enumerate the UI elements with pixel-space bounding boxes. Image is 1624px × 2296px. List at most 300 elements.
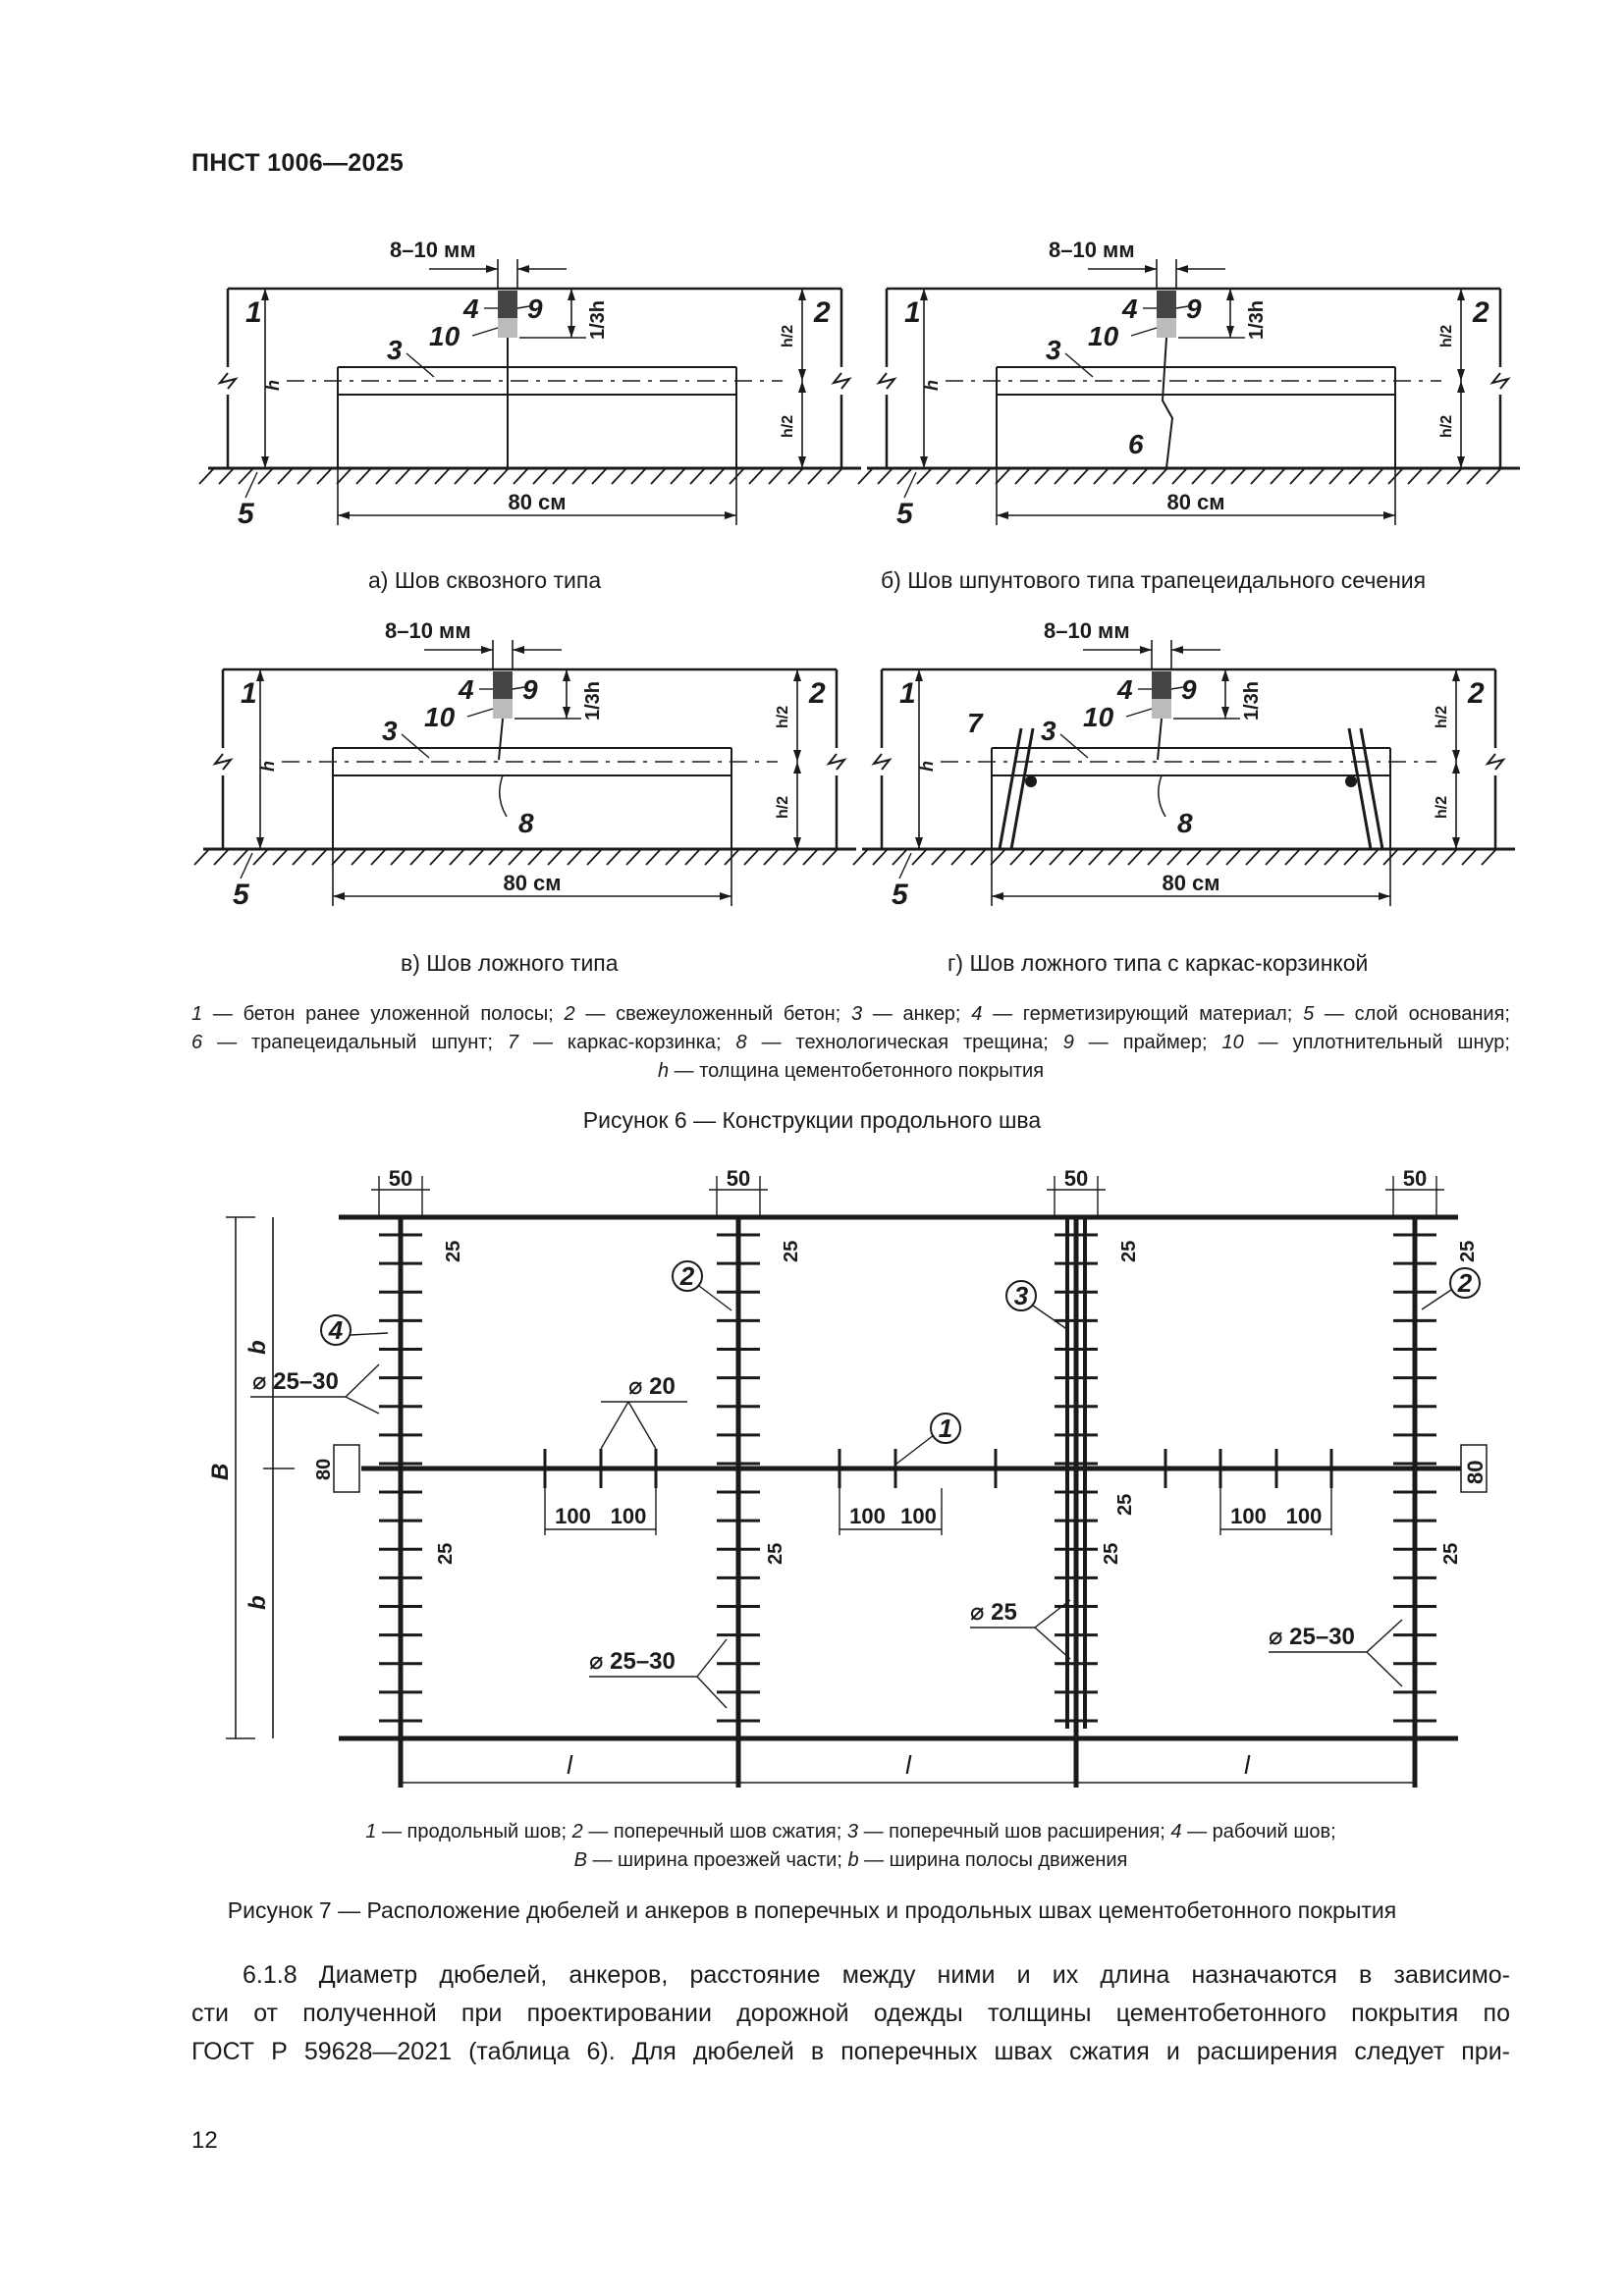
callout-number: 2 — [1457, 1268, 1473, 1298]
ground-hatch — [823, 849, 838, 865]
dim-100: 100 — [849, 1504, 886, 1528]
ground-hatch — [1423, 849, 1437, 865]
ground-hatch — [1271, 468, 1285, 484]
legend-text: — поперечный шов сжатия; — [582, 1821, 847, 1842]
label-9: 9 — [522, 674, 538, 705]
crack-line — [1159, 775, 1165, 817]
legend-text: — анкер; — [862, 1003, 972, 1025]
break-mark — [1492, 373, 1508, 389]
label-3: 3 — [1041, 716, 1056, 746]
ground-hatch — [1153, 468, 1167, 484]
ground-hatch — [1187, 849, 1202, 865]
ground-hatch — [332, 849, 347, 865]
ground-hatch — [1364, 849, 1379, 865]
dim-100: 100 — [1285, 1504, 1323, 1528]
label-5: 5 — [238, 498, 254, 530]
basket-bar — [1349, 728, 1371, 849]
gap-dimension: 8–10 мм — [1044, 618, 1130, 643]
dim-box-80 — [334, 1445, 359, 1492]
arrowhead — [261, 289, 269, 300]
arrowhead — [725, 511, 736, 519]
ground-hatch — [469, 849, 484, 865]
arrowhead — [563, 707, 570, 719]
label-9: 9 — [527, 294, 543, 324]
one-third-h-dimension: 1/3h — [582, 680, 604, 721]
arrowhead — [793, 762, 801, 774]
ground-hatch — [1074, 468, 1089, 484]
break-mark — [834, 373, 849, 389]
crack-top — [1158, 719, 1162, 760]
width-dimension: 80 см — [1162, 871, 1220, 895]
ground-hatch — [1305, 849, 1320, 865]
diameter-25-30: ⌀ 25–30 — [589, 1648, 676, 1675]
dim-l: l — [1244, 1750, 1250, 1780]
dim-25: 25 — [435, 1542, 457, 1565]
body-paragraph — [191, 1956, 1510, 2071]
ground-hatch — [1192, 468, 1207, 484]
ground-hatch — [317, 468, 332, 484]
ground-hatch — [239, 468, 253, 484]
leader — [1035, 1628, 1070, 1659]
label-2: 2 — [809, 677, 826, 710]
crack-top — [499, 719, 503, 760]
ground-hatch — [1344, 849, 1359, 865]
dim-25: 25 — [443, 1240, 464, 1262]
figure6-legend-line3 — [191, 1057, 1510, 1086]
h-dimension: h — [922, 380, 942, 391]
legend-num: 4 — [1170, 1821, 1182, 1842]
arrowhead — [915, 669, 923, 681]
arrowhead — [261, 456, 269, 468]
ground-hatch — [199, 468, 214, 484]
arrowhead — [568, 326, 575, 338]
leader — [895, 1435, 934, 1465]
leader — [1033, 1306, 1068, 1330]
dim-25: 25 — [1101, 1542, 1122, 1565]
ground-hatch — [1226, 849, 1241, 865]
legend-num: 9 — [1062, 1032, 1074, 1053]
ground-hatch — [971, 849, 986, 865]
body-line-3: ГОСТ Р 59628—2021 (таблица 6). Для дюбелей в поперечных швах сжатия и расширения следует при- — [191, 2038, 1510, 2065]
arrowhead — [1383, 511, 1395, 519]
break-mark — [1488, 754, 1503, 770]
leader — [1060, 734, 1088, 758]
leader — [628, 1402, 656, 1449]
ground-hatch — [376, 468, 391, 484]
ground-hatch — [878, 468, 893, 484]
label-6: 6 — [1128, 429, 1144, 459]
ground-hatch — [553, 468, 568, 484]
arrowhead — [1145, 265, 1157, 273]
ground-hatch — [951, 849, 966, 865]
dim-25: 25 — [765, 1542, 786, 1565]
leader — [346, 1397, 379, 1414]
legend-text: — слой основания; — [1314, 1003, 1510, 1025]
basket-dot — [1345, 775, 1357, 787]
legend-num: b — [847, 1849, 859, 1871]
legend-num: 3 — [850, 1003, 863, 1025]
legend-num: 5 — [1303, 1003, 1315, 1025]
ground-hatch — [1408, 468, 1423, 484]
dim-b: b — [244, 1340, 271, 1355]
leader — [601, 1402, 628, 1449]
legend-num: B — [573, 1849, 587, 1871]
one-third-h-dimension: 1/3h — [587, 299, 609, 340]
ground-hatch — [858, 468, 873, 484]
legend-text: — поперечный шов расширения; — [858, 1821, 1171, 1842]
arrowhead — [793, 750, 801, 762]
dim-l: l — [905, 1750, 911, 1780]
h-half-dimension: h/2 — [775, 795, 791, 819]
basket-bar — [1011, 728, 1033, 849]
ground-hatch — [612, 468, 626, 484]
arrowhead — [1452, 762, 1460, 774]
arrowhead — [920, 289, 928, 300]
legend-num: 3 — [846, 1821, 859, 1842]
ground-hatch — [450, 849, 464, 865]
ground-hatch — [1442, 849, 1457, 865]
label-3: 3 — [387, 335, 403, 365]
ground-hatch — [474, 468, 489, 484]
ground-hatch — [690, 468, 705, 484]
ground-hatch — [1010, 849, 1025, 865]
legend-num: 2 — [564, 1003, 575, 1025]
label-2: 2 — [1473, 296, 1489, 329]
leader — [351, 1333, 388, 1335]
ground-hatch — [533, 468, 548, 484]
ground-hatch — [607, 849, 622, 865]
ground-hatch — [396, 468, 410, 484]
arrowhead — [517, 265, 529, 273]
ground-hatch — [1113, 468, 1128, 484]
break-mark — [829, 754, 844, 770]
gap-dimension: 8–10 мм — [385, 618, 471, 643]
ground-hatch — [808, 468, 823, 484]
ground-hatch — [1467, 468, 1482, 484]
arrowhead — [481, 646, 493, 654]
ground-hatch — [912, 849, 927, 865]
label-2: 2 — [814, 296, 831, 329]
subcaption-b: б) Шов шпунтового типа трапецеидального сечения — [881, 567, 1427, 593]
dim-25: 25 — [1457, 1240, 1479, 1262]
legend-num: 6 — [191, 1032, 203, 1053]
ground-hatch — [932, 849, 947, 865]
arrowhead — [1226, 326, 1234, 338]
label-1: 1 — [904, 296, 921, 329]
arrowhead — [1171, 646, 1183, 654]
sealant-block — [493, 671, 513, 699]
ground-hatch — [455, 468, 469, 484]
dim-100: 100 — [555, 1504, 591, 1528]
legend-num: 8 — [735, 1032, 747, 1053]
ground-hatch — [685, 849, 700, 865]
dim-b: b — [244, 1595, 271, 1610]
diameter-25-30: ⌀ 25–30 — [252, 1368, 339, 1395]
ground-hatch — [337, 468, 352, 484]
ground-hatch — [666, 849, 680, 865]
legend-text: — продольный шов; — [376, 1821, 572, 1842]
ground-hatch — [1109, 849, 1123, 865]
cord-block — [1157, 318, 1176, 338]
dim-100: 100 — [610, 1504, 647, 1528]
ground-hatch — [1447, 468, 1462, 484]
dim-50: 50 — [1402, 1166, 1428, 1191]
arrowhead — [1221, 669, 1229, 681]
dim-100: 100 — [1230, 1504, 1267, 1528]
arrowhead — [798, 381, 806, 393]
ground-hatch — [1231, 468, 1246, 484]
leader — [1126, 709, 1152, 717]
arrowhead — [1457, 381, 1465, 393]
ground-hatch — [671, 468, 685, 484]
legend-num: 1 — [191, 1003, 203, 1025]
legend-num: 4 — [971, 1003, 983, 1025]
ground-hatch — [769, 468, 784, 484]
arrowhead — [720, 892, 731, 900]
ground-hatch — [214, 849, 229, 865]
leader — [467, 709, 493, 717]
one-third-h-dimension: 1/3h — [1246, 299, 1268, 340]
h-dimension: h — [917, 761, 937, 772]
callout-number: 4 — [328, 1315, 344, 1345]
crack-line — [500, 775, 507, 817]
arrowhead — [1457, 456, 1465, 468]
ground-hatch — [1128, 849, 1143, 865]
break-mark — [879, 373, 894, 389]
legend-text: — ширина проезжей части; — [586, 1849, 848, 1871]
tongue-joint — [1163, 338, 1172, 468]
leader — [699, 1286, 731, 1310]
label-10: 10 — [429, 321, 460, 351]
arrowhead — [798, 369, 806, 381]
ground-hatch — [371, 849, 386, 865]
figure6-legend-line2 — [191, 1029, 1510, 1057]
arrowhead — [992, 892, 1003, 900]
ground-hatch — [956, 468, 971, 484]
ground-hatch — [1290, 468, 1305, 484]
body-line-1: 6.1.8 Диаметр дюбелей, анкеров, расстояние между ними и их длина назначаются в зависимо- — [243, 1961, 1510, 1989]
ground-hatch — [1482, 849, 1496, 865]
legend-text: — рабочий шов; — [1181, 1821, 1336, 1842]
ground-hatch — [873, 849, 888, 865]
ground-hatch — [273, 849, 288, 865]
ground-hatch — [352, 849, 366, 865]
dim-80: 80 — [1463, 1460, 1488, 1484]
callout-number: 1 — [938, 1414, 953, 1443]
h-half-dimension: h/2 — [780, 324, 796, 347]
ground-hatch — [631, 468, 646, 484]
ground-hatch — [1325, 849, 1339, 865]
leader — [472, 328, 498, 336]
body-line-2: сти от полученной при проектировании дорожной одежды толщины цементобетонного покрытия по — [191, 2000, 1510, 2027]
ground-hatch — [528, 849, 543, 865]
ground-hatch — [568, 849, 582, 865]
arrowhead — [1176, 265, 1188, 273]
ground-hatch — [587, 849, 602, 865]
dim-25: 25 — [1118, 1240, 1140, 1262]
ground-hatch — [234, 849, 248, 865]
ground-hatch — [764, 849, 779, 865]
arrowhead — [798, 456, 806, 468]
ground-hatch — [710, 468, 725, 484]
legend-text: — праймер; — [1073, 1032, 1222, 1053]
ground-hatch — [1329, 468, 1344, 484]
h-half-dimension: h/2 — [780, 414, 796, 438]
label-5: 5 — [892, 879, 908, 911]
arrowhead — [997, 511, 1008, 519]
label-4: 4 — [463, 294, 479, 324]
label-3: 3 — [1046, 335, 1061, 365]
document-code: ПНСТ 1006—2025 — [191, 149, 405, 177]
cord-block — [493, 699, 513, 719]
ground-hatch — [391, 849, 406, 865]
break-mark — [215, 754, 231, 770]
label-1: 1 — [241, 677, 257, 710]
label-2: 2 — [1468, 677, 1485, 710]
ground-hatch — [1403, 849, 1418, 865]
legend-num: h — [657, 1060, 670, 1082]
arrowhead — [798, 289, 806, 300]
ground-hatch — [1148, 849, 1163, 865]
leader — [1367, 1652, 1402, 1686]
ground-hatch — [293, 849, 307, 865]
label-10: 10 — [1083, 702, 1114, 732]
arrowhead — [1452, 750, 1460, 762]
legend-text: — ширина полосы движения — [858, 1849, 1128, 1871]
callout-number: 2 — [679, 1261, 695, 1291]
h-half-dimension: h/2 — [1434, 705, 1450, 728]
ground-hatch — [514, 468, 528, 484]
ground-hatch — [572, 468, 587, 484]
arrowhead — [256, 669, 264, 681]
ground-hatch — [312, 849, 327, 865]
ground-hatch — [1167, 849, 1182, 865]
diameter-25-30: ⌀ 25–30 — [1269, 1624, 1355, 1650]
ground-hatch — [1369, 468, 1383, 484]
leader — [1035, 1600, 1070, 1628]
ground-hatch — [1207, 849, 1221, 865]
leader — [1065, 353, 1093, 377]
h-half-dimension: h/2 — [1434, 795, 1450, 819]
ground-hatch — [509, 849, 523, 865]
arrowhead — [1452, 669, 1460, 681]
arrowhead — [1221, 707, 1229, 719]
basket-bar — [1361, 728, 1382, 849]
ground-hatch — [298, 468, 312, 484]
ground-hatch — [1089, 849, 1104, 865]
h-half-dimension: h/2 — [1438, 324, 1455, 347]
label-10: 10 — [424, 702, 456, 732]
dim-25: 25 — [781, 1240, 802, 1262]
h-dimension: h — [258, 761, 278, 772]
arrowhead — [256, 837, 264, 849]
ground-hatch — [435, 468, 450, 484]
sealant-block — [1152, 671, 1171, 699]
label-4: 4 — [459, 674, 474, 705]
label-8: 8 — [1177, 808, 1193, 838]
arrowhead — [793, 837, 801, 849]
ground-hatch — [1266, 849, 1280, 865]
legend-text: — трапецеидальный шпунт; — [202, 1032, 508, 1053]
figure7-legend-line1 — [191, 1818, 1510, 1846]
dim-50: 50 — [726, 1166, 751, 1191]
ground-hatch — [1428, 468, 1442, 484]
arrowhead — [563, 669, 570, 681]
dim-100: 100 — [900, 1504, 937, 1528]
ground-hatch — [744, 849, 759, 865]
legend-text: — герметизирующий материал; — [982, 1003, 1304, 1025]
ground-hatch — [278, 468, 293, 484]
label-4: 4 — [1122, 294, 1138, 324]
arrowhead — [568, 289, 575, 300]
ground-hatch — [356, 468, 371, 484]
ground-hatch — [626, 849, 641, 865]
ground-hatch — [430, 849, 445, 865]
dim-80: 80 — [313, 1458, 335, 1480]
arrowhead — [1379, 892, 1390, 900]
figure7-legend-line2 — [191, 1846, 1510, 1875]
ground-hatch — [917, 468, 932, 484]
arrowhead — [1140, 646, 1152, 654]
label-9: 9 — [1186, 294, 1202, 324]
ground-hatch — [1285, 849, 1300, 865]
ground-hatch — [1251, 468, 1266, 484]
figure7-title: Рисунок 7 — Расположение дюбелей и анкеров в поперечных и продольных швах цементобетонного покрытия — [227, 1897, 1397, 1923]
arrowhead — [333, 892, 345, 900]
ground-hatch — [1035, 468, 1050, 484]
subcaption-d: г) Шов ложного типа с каркас-корзинкой — [947, 950, 1369, 976]
legend-text: — бетон ранее уложенной полосы; — [202, 1003, 565, 1025]
width-dimension: 80 см — [1166, 490, 1225, 514]
ground-hatch — [1015, 468, 1030, 484]
ground-hatch — [784, 849, 798, 865]
ground-hatch — [1310, 468, 1325, 484]
arrowhead — [486, 265, 498, 273]
h-half-dimension: h/2 — [1438, 414, 1455, 438]
leader — [346, 1364, 379, 1397]
ground-hatch — [828, 468, 842, 484]
ground-hatch — [1349, 468, 1364, 484]
ground-hatch — [489, 849, 504, 865]
leader — [697, 1639, 727, 1677]
label-1: 1 — [899, 677, 916, 710]
ground-hatch — [194, 849, 209, 865]
ground-hatch — [1069, 849, 1084, 865]
basket-dot — [1025, 775, 1037, 787]
ground-hatch — [803, 849, 818, 865]
ground-hatch — [258, 468, 273, 484]
leader — [402, 734, 429, 758]
dim-25: 25 — [1440, 1542, 1462, 1565]
diameter-20: ⌀ 20 — [628, 1373, 676, 1400]
h-dimension: h — [263, 380, 283, 391]
cord-block — [1152, 699, 1171, 719]
dim-50: 50 — [1063, 1166, 1089, 1191]
ground-hatch — [705, 849, 720, 865]
ground-hatch — [548, 849, 563, 865]
ground-hatch — [991, 849, 1005, 865]
width-dimension: 80 см — [503, 871, 562, 895]
legend-text: — свежеуложенный бетон; — [574, 1003, 851, 1025]
ground-hatch — [1462, 849, 1477, 865]
label-1: 1 — [245, 296, 262, 329]
h-half-dimension: h/2 — [775, 705, 791, 728]
ground-hatch — [1050, 849, 1064, 865]
basket-bar — [1000, 728, 1021, 849]
one-third-h-dimension: 1/3h — [1241, 680, 1263, 721]
ground-hatch — [219, 468, 234, 484]
ground-hatch — [410, 849, 425, 865]
